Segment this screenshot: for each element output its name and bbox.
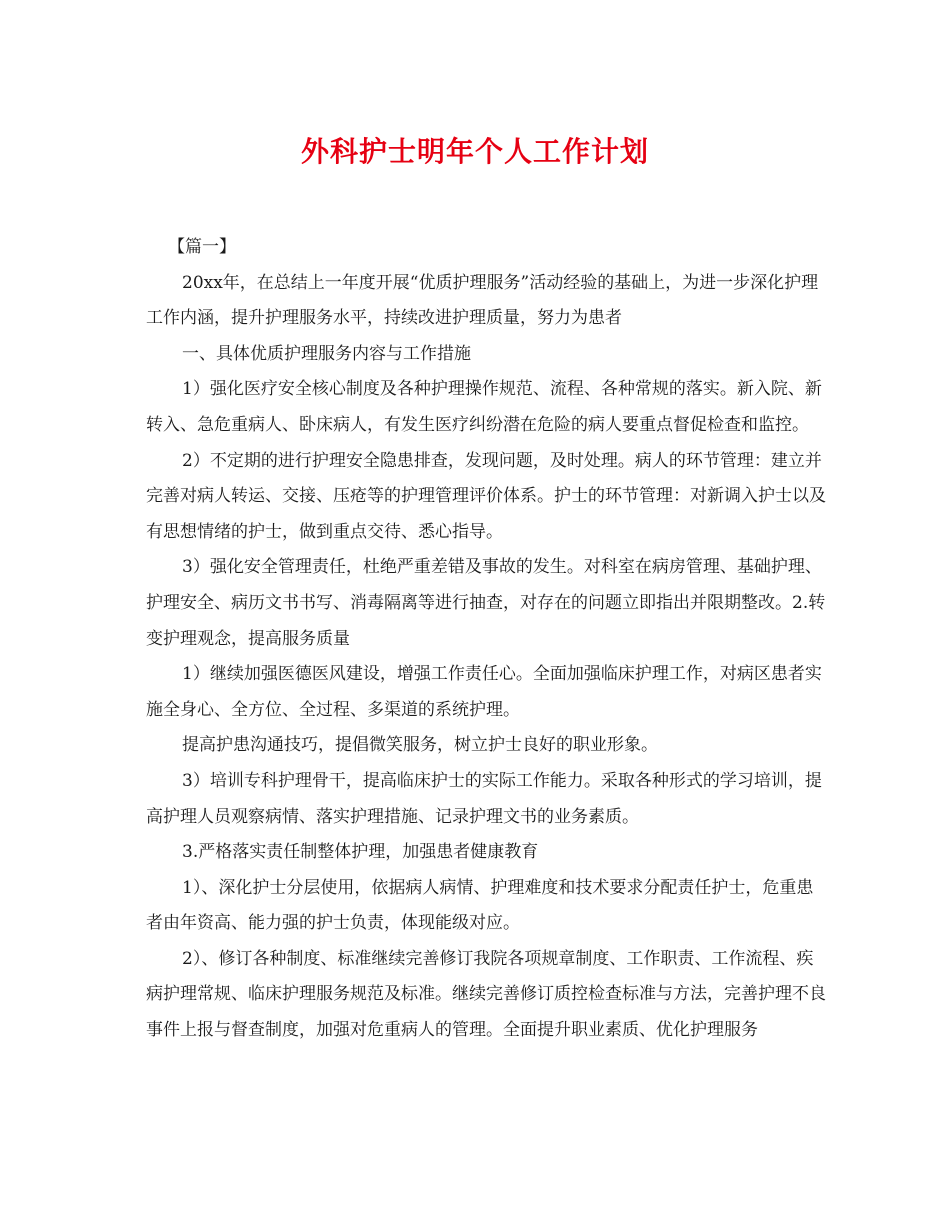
paragraph: 提高护患沟通技巧，提倡微笑服务，树立护士良好的职业形象。 [182, 735, 658, 756]
paragraph: 3）培训专科护理骨干，提高临床护士的实际工作能力。采取各种形式的学习培训，提高护理人员观察病情、落实护理措施、记录护理文书的业务素质。 [146, 770, 822, 827]
section-title: 一、具体优质护理服务内容与工作措施 [182, 343, 471, 364]
section-heading: 【篇一】 [168, 237, 236, 257]
intro-paragraph: 20xx年，在总结上一年度开展“优质护理服务”活动经验的基础上，为进一步深化护理工作内涵，提升护理服务水平，持续改进护理质量，努力为患者 [146, 272, 819, 329]
paragraph: 1）继续加强医德医风建设，增强工作责任心。全面加强临床护理工作，对病区患者实施全身心、全方位、全过程、多渠道的系统护理。 [146, 664, 822, 720]
paragraph: 2）、修订各种制度、标准继续完善修订我院各项规章制度、工作职责、工作流程、疾病护理常规、临床护理服务规范及标准。继续完善修订质控检查标准与方法，完善护理不良事件上报与督查制度，加强对危重病人的管理。全面提升职业素质、优化护理服务 [146, 948, 826, 1041]
subsection-title: 3.严格落实责任制整体护理，加强患者健康教育 [182, 842, 539, 863]
paragraph: 1）强化医疗安全核心制度及各种护理操作规范、流程、各种常规的落实。新入院、新转入、急危重病人、卧床病人，有发生医疗纠纷潜在危险的病人要重点督促检查和监控。 [146, 379, 822, 435]
document-title: 外科护士明年个人工作计划 [300, 135, 649, 168]
paragraph: 2）不定期的进行护理安全隐患排查，发现问题，及时处理。病人的环节管理：建立并完善对病人转运、交接、压疮等的护理管理评价体系。护士的环节管理：对新调入护士以及有思想情绪的护士，做到重点交待、悉心指导。 [146, 450, 826, 542]
paragraph: 1）、深化护士分层使用，依据病人病情、护理难度和技术要求分配责任护士，危重患者由年资高、能力强的护士负责，体现能级对应。 [146, 877, 814, 934]
document-body [146, 230, 826, 1049]
paragraph: 3）强化安全管理责任，杜绝严重差错及事故的发生。对科室在病房管理、基础护理、护理安全、病历文书书写、消毒隔离等进行抽查，对存在的问题立即指出并限期整改。2.转变护理观念，提高服务质量 [146, 557, 826, 649]
